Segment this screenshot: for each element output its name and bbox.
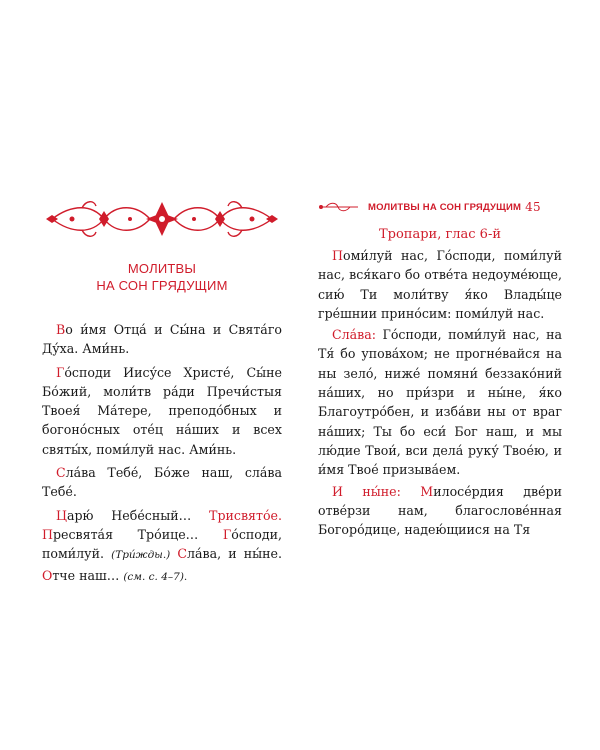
paragraph-text: о и́мя Отца́ и Сы́на и Свята́го Ду́ха. Ами́нь. xyxy=(42,322,282,357)
drop-letter: М xyxy=(420,483,434,499)
drop-letter: П xyxy=(332,248,343,263)
title-line-1: МОЛИТВЫ xyxy=(127,261,197,276)
paragraph-text: ла́ва Тебе́, Бо́же наш, сла́ва Тебе́. xyxy=(42,465,282,500)
paragraph-text: о́споди, поми́луй. xyxy=(42,526,282,562)
left-page-body xyxy=(42,320,282,587)
paragraph-1 xyxy=(318,246,562,323)
rubric-note: (Три́жды.) xyxy=(111,549,171,562)
paragraph-3 xyxy=(42,463,282,502)
paragraph-4 xyxy=(42,506,282,587)
drop-letter: П xyxy=(42,526,53,542)
title-line-2: НА СОН ГРЯДУЩИМ xyxy=(96,278,228,293)
paragraph-text: тче наш… xyxy=(52,567,120,583)
flourish-icon xyxy=(318,201,362,213)
drop-letter: О xyxy=(42,567,53,583)
drop-letter: Г xyxy=(222,526,232,542)
drop-letter: С xyxy=(56,465,66,481)
cross-reference: (см. с. 4–7). xyxy=(123,570,188,583)
paragraph-text: о́споди Иису́се Христе́, Сы́не Бо́жий, моли́тв ра́ди Пречи́стыя Твоея́ Ма́тере, преподо́бных и богоно́сных оте́ц на́ших и всех святы́х, поми́луй нас. Ами́нь. xyxy=(42,364,282,457)
running-head xyxy=(318,196,562,218)
rubric-text: Трисвято́е. xyxy=(209,507,282,523)
page-title xyxy=(42,260,282,294)
rubric-text: Сла́ва: xyxy=(332,327,376,343)
drop-letter: Г xyxy=(56,364,65,380)
paragraph-1 xyxy=(42,320,282,359)
section-subtitle: Тропари, глас 6-й xyxy=(378,227,502,242)
drop-letter: В xyxy=(56,322,66,337)
paragraph-text: Го́споди, поми́луй нас, на Тя́ бо упова́хом; не прогне́вайся на ны зело́, ниже́ помяни́ беззако́ний на́ших, но при́зри и ны́не, я́ко Благоутро́бен, и изба́ви ны от враг на́ших; Ты бо еси́ Бог наш, и мы лю́дие Твои́, вси дела́ руку́ Твое́ю, и и́мя Твое́ призыва́ем. xyxy=(318,327,562,478)
paragraph-2 xyxy=(318,325,562,479)
page-number: 45 xyxy=(525,200,541,214)
paragraph-3 xyxy=(318,482,562,540)
left-page xyxy=(42,196,282,591)
paragraph-text: илосе́рдия две́ри отве́рзи нам, благослове́нная Богоро́дице, надею́щиися на Тя xyxy=(318,483,562,538)
drop-letter: Ц xyxy=(56,507,67,523)
right-page xyxy=(318,196,562,541)
paragraph-text: ла́ва, и ны́не. xyxy=(187,546,282,562)
running-head-title: МОЛИТВЫ НА СОН ГРЯДУЩИМ xyxy=(368,201,522,213)
paragraph-2 xyxy=(42,363,282,459)
paragraph-text: оми́луй нас, Го́споди, поми́луй нас, вся́каго бо отве́та недоуме́юще, сию́ Ти моли́тву я́ко Влады́це гре́шнии прино́сим: поми́луй нас. xyxy=(318,248,562,321)
rubric-text: И ны́не: xyxy=(332,483,401,499)
paragraph-text: ресвята́я Тро́ице… xyxy=(52,526,199,542)
drop-letter: С xyxy=(177,546,188,562)
paragraph-text: арю́ Небе́сный… xyxy=(66,507,192,523)
right-page-body xyxy=(318,246,562,539)
floral-ornament-header xyxy=(42,196,282,242)
